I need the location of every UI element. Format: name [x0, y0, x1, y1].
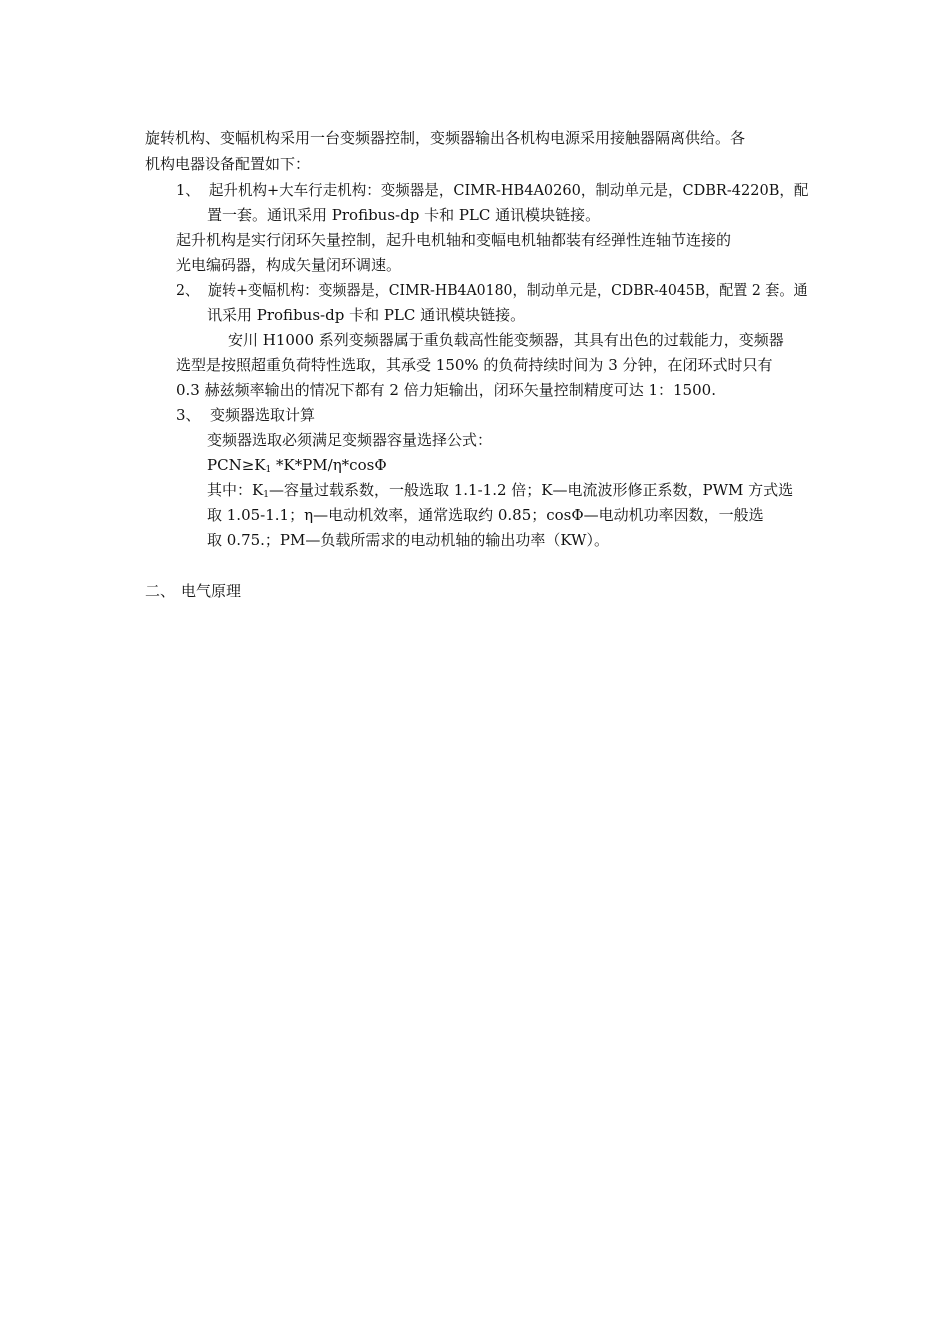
intro-line-1: 旋转机构、变幅机构采用一台变频器控制，变频器输出各机构电源采用接触器隔离供给。各 [145, 129, 746, 147]
item-3-number: 3、 [176, 406, 201, 424]
section-2-heading [145, 581, 241, 601]
where-line-2: 取 1.05-1.1；η—电动机效率，通常选取约 0.85；cosΦ—电动机功率因数，一般选 [207, 506, 764, 524]
item-2-line-2: 讯采用 Profibus-dp 卡和 PLC 通讯模块链接。 [207, 306, 526, 324]
section-2-number: 二、 [145, 582, 176, 600]
item-2-line-1 [176, 280, 808, 300]
item-1-line-2: 置一套。通讯采用 Profibus-dp 卡和 PLC 通讯模块链接。 [207, 206, 601, 224]
h1000-para-line-2: 选型是按照超重负荷特性选取，其承受 150% 的负荷持续时间为 3 分钟，在闭环式时只有 [176, 356, 773, 374]
formula-part-b: *K*PM/η*cosΦ [271, 456, 387, 474]
formula-part-a: PCN≥K [207, 456, 266, 474]
section-2-title: 电气原理 [181, 582, 242, 600]
where-line-1 [207, 480, 793, 500]
where-part-b: —容量过载系数，一般选取 1.1-1.2 倍；K—电流波形修正系数，PWM 方式选 [268, 481, 794, 499]
where-line-3: 取 0.75.；PM—负载所需求的电动机轴的输出功率（KW）。 [207, 531, 609, 549]
formula [207, 455, 387, 475]
item-1-number: 1、 [176, 181, 200, 199]
item-3-heading [176, 405, 315, 425]
h1000-para-line-3: 0.3 赫兹频率输出的情况下都有 2 倍力矩输出，闭环矢量控制精度可达 1：1500. [176, 381, 716, 399]
item-1-text: 起升机构+大车行走机构：变频器是，CIMR-HB4A0260，制动单元是，CDBR-4220B，配 [208, 181, 809, 199]
note-1-line-2: 光电编码器，构成矢量闭环调速。 [176, 256, 402, 274]
item-2-text: 旋转+变幅机构：变频器是，CIMR-HB4A0180，制动单元是，CDBR-4045B，配置 2 套。通 [207, 281, 808, 299]
intro-line-2: 机构电器设备配置如下： [145, 155, 311, 173]
where-subscript: 1 [263, 490, 269, 500]
item-2-number: 2、 [176, 281, 200, 299]
item-3-title: 变频器选取计算 [210, 406, 316, 424]
item-1-line-1 [176, 180, 808, 200]
formula-intro: 变频器选取必须满足变频器容量选择公式： [207, 431, 493, 449]
where-part-a: 其中：K [207, 481, 264, 499]
note-1-line-1: 起升机构是实行闭环矢量控制，起升电机轴和变幅电机轴都装有经弹性连轴节连接的 [176, 231, 732, 249]
formula-subscript: 1 [265, 465, 272, 475]
h1000-para-line-1: 安川 H1000 系列变频器属于重负载高性能变频器，其具有出色的过载能力，变频器 [228, 331, 784, 349]
